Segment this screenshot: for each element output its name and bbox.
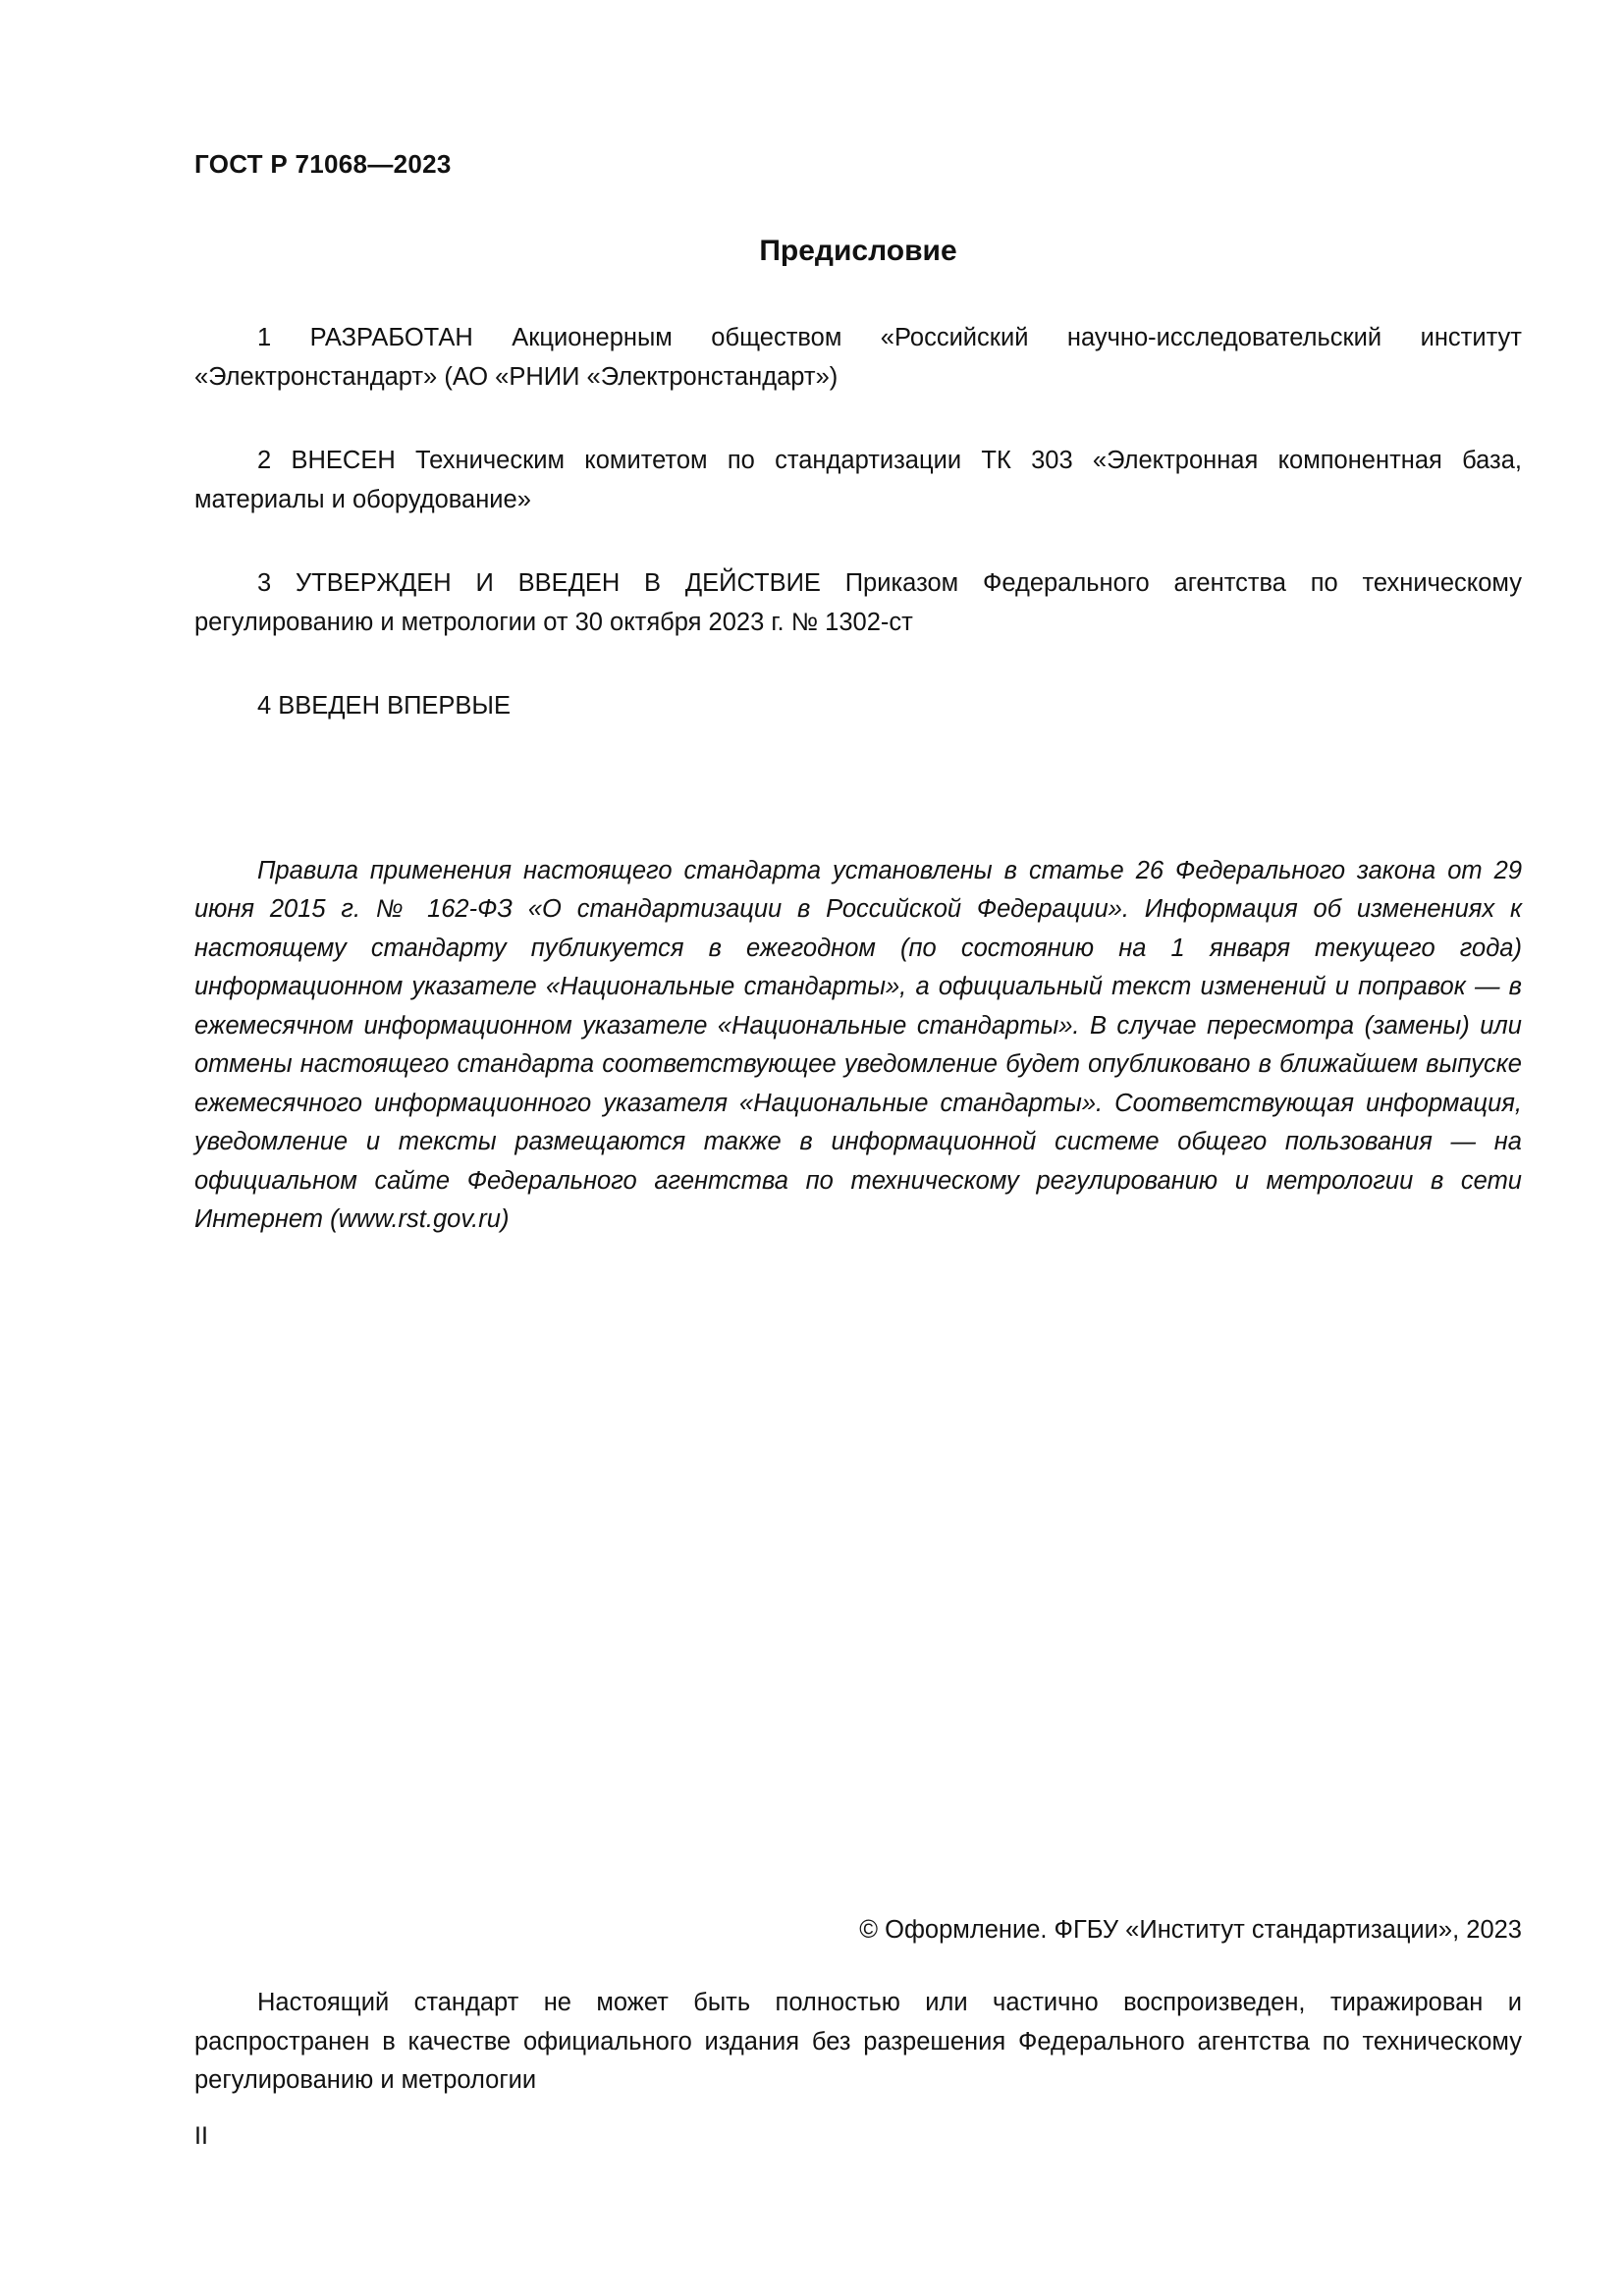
reproduction-notice: Настоящий стандарт не может быть полностью или частично воспроизведен, тиражирован и распространен в качестве официального издания без разрешения Федерального агентства по техническому регулированию и метрологии	[194, 1989, 1522, 2095]
foreword-item-submitted: 2 ВНЕСЕН Техническим комитетом по стандартизации ТК 303 «Электронная компонентная база, материалы и оборудование»	[194, 447, 1522, 513]
page-footer	[194, 1916, 1522, 2151]
document-code: ГОСТ Р 71068—2023	[194, 149, 452, 179]
page-content	[194, 149, 1522, 1240]
application-rules-note: Правила применения настоящего стандарта установлены в статье 26 Федерального закона от 29 июня 2015 г. № 162-ФЗ «О стандартизации в Российской Федерации». Информация об изменениях к настоящему стандарту публикуется в ежегодном (по состоянию на 1 января текущего года) информационном указателе «Национальные стандарты», а официальный текст изменений и поправок — в ежемесячном информационном указателе «Национальные стандарты». В случае пересмотра (замены) или отмены настоящего стандарта соответствующее уведомление будет опубликовано в ближайшем выпуске ежемесячного информационного указателя «Национальные стандарты». Соответствующая информация, уведомление и тексты размещаются также в информационной системе общего пользования — на официальном сайте Федерального агентства по техническому регулированию и метрологии в сети Интернет (www.rst.gov.ru)	[194, 856, 1522, 1234]
copyright-line: © Оформление. ФГБУ «Институт стандартизации», 2023	[859, 1916, 1522, 1944]
foreword-item-approved: 3 УТВЕРЖДЕН И ВВЕДЕН В ДЕЙСТВИЕ Приказом Федерального агентства по техническому регулированию и метрологии от 30 октября 2023 г. № 1302-ст	[194, 569, 1522, 636]
page-number: II	[194, 2121, 208, 2150]
foreword-item-first-introduced: 4 ВВЕДЕН ВПЕРВЫЕ	[257, 692, 512, 721]
foreword-item-developed: 1 РАЗРАБОТАН Акционерным обществом «Российский научно-исследовательский институт «Электронстандарт» (АО «РНИИ «Электронстандарт»)	[194, 324, 1522, 391]
foreword-title: Предисловие	[759, 235, 957, 267]
